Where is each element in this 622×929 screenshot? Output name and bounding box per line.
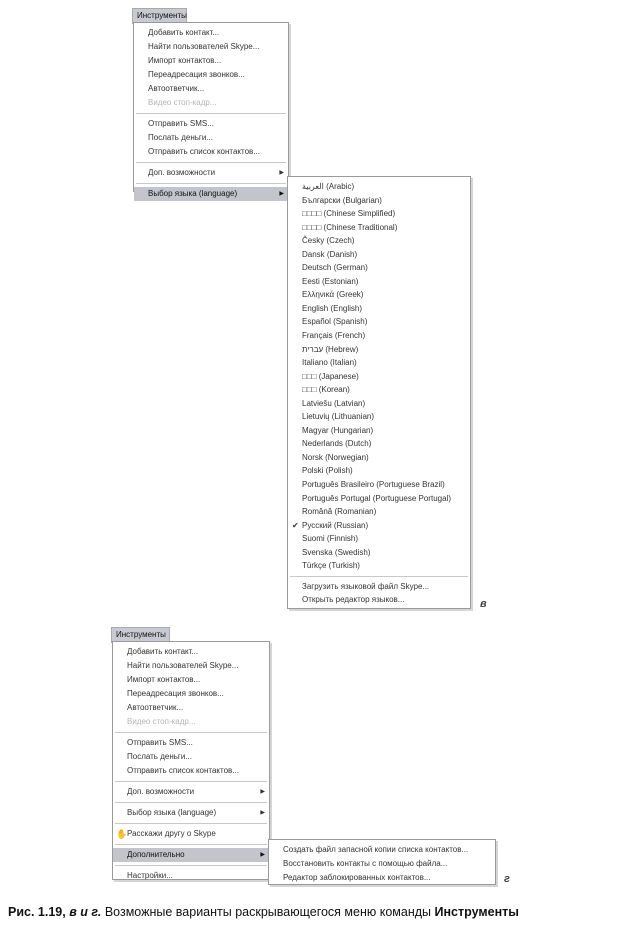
menu-separator <box>115 732 267 733</box>
language-item[interactable]: Norsk (Norwegian) <box>302 452 369 462</box>
tell-a-friend-item[interactable] <box>113 827 269 841</box>
video-snapshot-item: Видео стоп-кадр... <box>127 717 196 726</box>
send-contact-list-item[interactable]: Отправить список контактов... <box>148 147 260 156</box>
language-select-item[interactable] <box>113 806 269 820</box>
menu-separator <box>136 162 286 163</box>
submenu-arrow-icon: ▶ <box>260 810 265 816</box>
backup-contacts-item[interactable]: Создать файл запасной копии списка контактов... <box>283 845 469 854</box>
caption-fig: Рис. 1.19, <box>8 905 66 919</box>
tools-menu-v <box>133 22 289 198</box>
language-item[interactable]: English (English) <box>302 303 363 313</box>
video-snapshot-item: Видео стоп-кадр... <box>148 98 217 107</box>
language-item[interactable]: Ελληνικά (Greek) <box>302 290 364 300</box>
menu-title-tools-v[interactable]: Инструменты <box>132 8 187 24</box>
answering-machine-item[interactable]: Автоответчик... <box>127 703 184 712</box>
menu-separator <box>115 823 267 824</box>
import-contacts-item[interactable]: Импорт контактов... <box>148 56 222 65</box>
send-sms-item[interactable]: Отправить SMS... <box>148 119 214 128</box>
language-select-item[interactable] <box>134 187 288 201</box>
caption-command: Инструменты <box>434 905 519 919</box>
language-item[interactable]: Nederlands (Dutch) <box>302 439 372 449</box>
language-item[interactable]: Latviešu (Latvian) <box>302 398 366 408</box>
language-item[interactable]: □□□ (Japanese) <box>302 371 359 381</box>
tell-a-friend-label: Расскажи другу о Skype <box>127 829 216 838</box>
language-item[interactable]: Eesti (Estonian) <box>302 276 359 286</box>
figure-label-g: г <box>504 873 510 885</box>
caption-letters: в и г. <box>69 905 102 919</box>
tools-menu-g <box>112 641 270 880</box>
language-item[interactable]: Français (French) <box>302 331 366 341</box>
send-money-item[interactable]: Послать деньги... <box>127 752 192 761</box>
language-item[interactable]: □□□□ (Chinese Traditional) <box>302 222 398 232</box>
add-contact-item[interactable]: Добавить контакт... <box>127 647 199 656</box>
menu-separator <box>136 183 286 184</box>
extra-features-item[interactable] <box>134 166 288 180</box>
extra-features-label: Доп. возможности <box>148 168 216 177</box>
checkmark-icon: ✔ <box>292 520 299 530</box>
menu-separator <box>290 576 468 577</box>
language-item[interactable]: Svenska (Swedish) <box>302 547 371 557</box>
language-item[interactable]: עברית (Hebrew) <box>302 344 359 354</box>
language-submenu <box>287 176 471 609</box>
send-sms-item[interactable]: Отправить SMS... <box>127 738 193 747</box>
language-item[interactable]: Español (Spanish) <box>302 317 368 327</box>
add-contact-item[interactable]: Добавить контакт... <box>148 28 220 37</box>
caption-text: Возможные варианты раскрывающегося меню команды <box>104 905 432 919</box>
additional-label: Дополнительно <box>127 850 185 859</box>
language-item[interactable]: Suomi (Finnish) <box>302 534 359 544</box>
find-users-item[interactable]: Найти пользователей Skype... <box>127 661 239 670</box>
send-contact-list-item[interactable]: Отправить список контактов... <box>127 766 239 775</box>
language-item[interactable]: العربية (Arabic) <box>302 182 355 191</box>
call-forwarding-item[interactable]: Переадресация звонков... <box>127 689 224 698</box>
language-item[interactable]: Polski (Polish) <box>302 466 353 476</box>
open-language-editor-item[interactable]: Открыть редактор языков... <box>302 595 405 605</box>
figure-label-v: в <box>480 598 487 610</box>
additional-item[interactable] <box>113 848 269 862</box>
language-item[interactable]: Magyar (Hungarian) <box>302 425 374 435</box>
language-item[interactable]: Português Portugal (Portuguese Portugal) <box>302 493 451 503</box>
menu-separator <box>115 844 267 845</box>
language-item-label: Русский (Russian) <box>302 520 369 530</box>
language-item[interactable]: Română (Romanian) <box>302 507 377 517</box>
find-users-item[interactable]: Найти пользователей Skype... <box>148 42 260 51</box>
load-language-file-item[interactable]: Загрузить языковой файл Skype... <box>302 581 430 591</box>
settings-item[interactable]: Настройки... <box>127 871 173 880</box>
language-item[interactable]: Português Brasileiro (Portuguese Brazil) <box>302 480 445 490</box>
submenu-arrow-icon: ▶ <box>279 170 284 176</box>
call-forwarding-item[interactable]: Переадресация звонков... <box>148 70 245 79</box>
figure-caption <box>8 905 519 919</box>
language-item[interactable]: Български (Bulgarian) <box>302 195 382 205</box>
blocked-contacts-editor-item[interactable]: Редактор заблокированных контактов... <box>283 873 431 882</box>
language-item[interactable]: □□□□ (Chinese Simplified) <box>302 209 396 219</box>
language-item-checked[interactable] <box>288 519 470 533</box>
restore-contacts-item[interactable]: Восстановить контакты с помощью файла... <box>283 859 448 868</box>
language-item[interactable]: Lietuvių (Lithuanian) <box>302 412 375 422</box>
import-contacts-item[interactable]: Импорт контактов... <box>127 675 201 684</box>
menu-separator <box>136 113 286 114</box>
menu-separator <box>115 802 267 803</box>
submenu-arrow-icon: ▶ <box>279 191 284 197</box>
language-item[interactable]: □□□ (Korean) <box>302 385 350 395</box>
extra-features-label: Доп. возможности <box>127 787 195 796</box>
language-item[interactable]: Dansk (Danish) <box>302 249 358 259</box>
extra-features-item[interactable] <box>113 785 269 799</box>
language-item[interactable]: Italiano (Italian) <box>302 358 357 368</box>
hand-icon: ✋ <box>116 829 128 839</box>
language-item[interactable]: Česky (Czech) <box>302 236 355 246</box>
submenu-arrow-icon: ▶ <box>260 789 265 795</box>
language-item[interactable]: Türkçe (Turkish) <box>302 561 360 571</box>
menu-title-tools-g[interactable]: Инструменты <box>111 627 170 643</box>
language-select-label: Выбор языка (language) <box>127 808 217 817</box>
language-select-label: Выбор языка (language) <box>148 189 238 198</box>
submenu-arrow-icon: ▶ <box>260 852 265 858</box>
menu-separator <box>115 781 267 782</box>
menu-separator <box>115 865 267 866</box>
additional-submenu <box>268 839 496 885</box>
send-money-item[interactable]: Послать деньги... <box>148 133 213 142</box>
language-item[interactable]: Deutsch (German) <box>302 263 368 273</box>
answering-machine-item[interactable]: Автоответчик... <box>148 84 205 93</box>
